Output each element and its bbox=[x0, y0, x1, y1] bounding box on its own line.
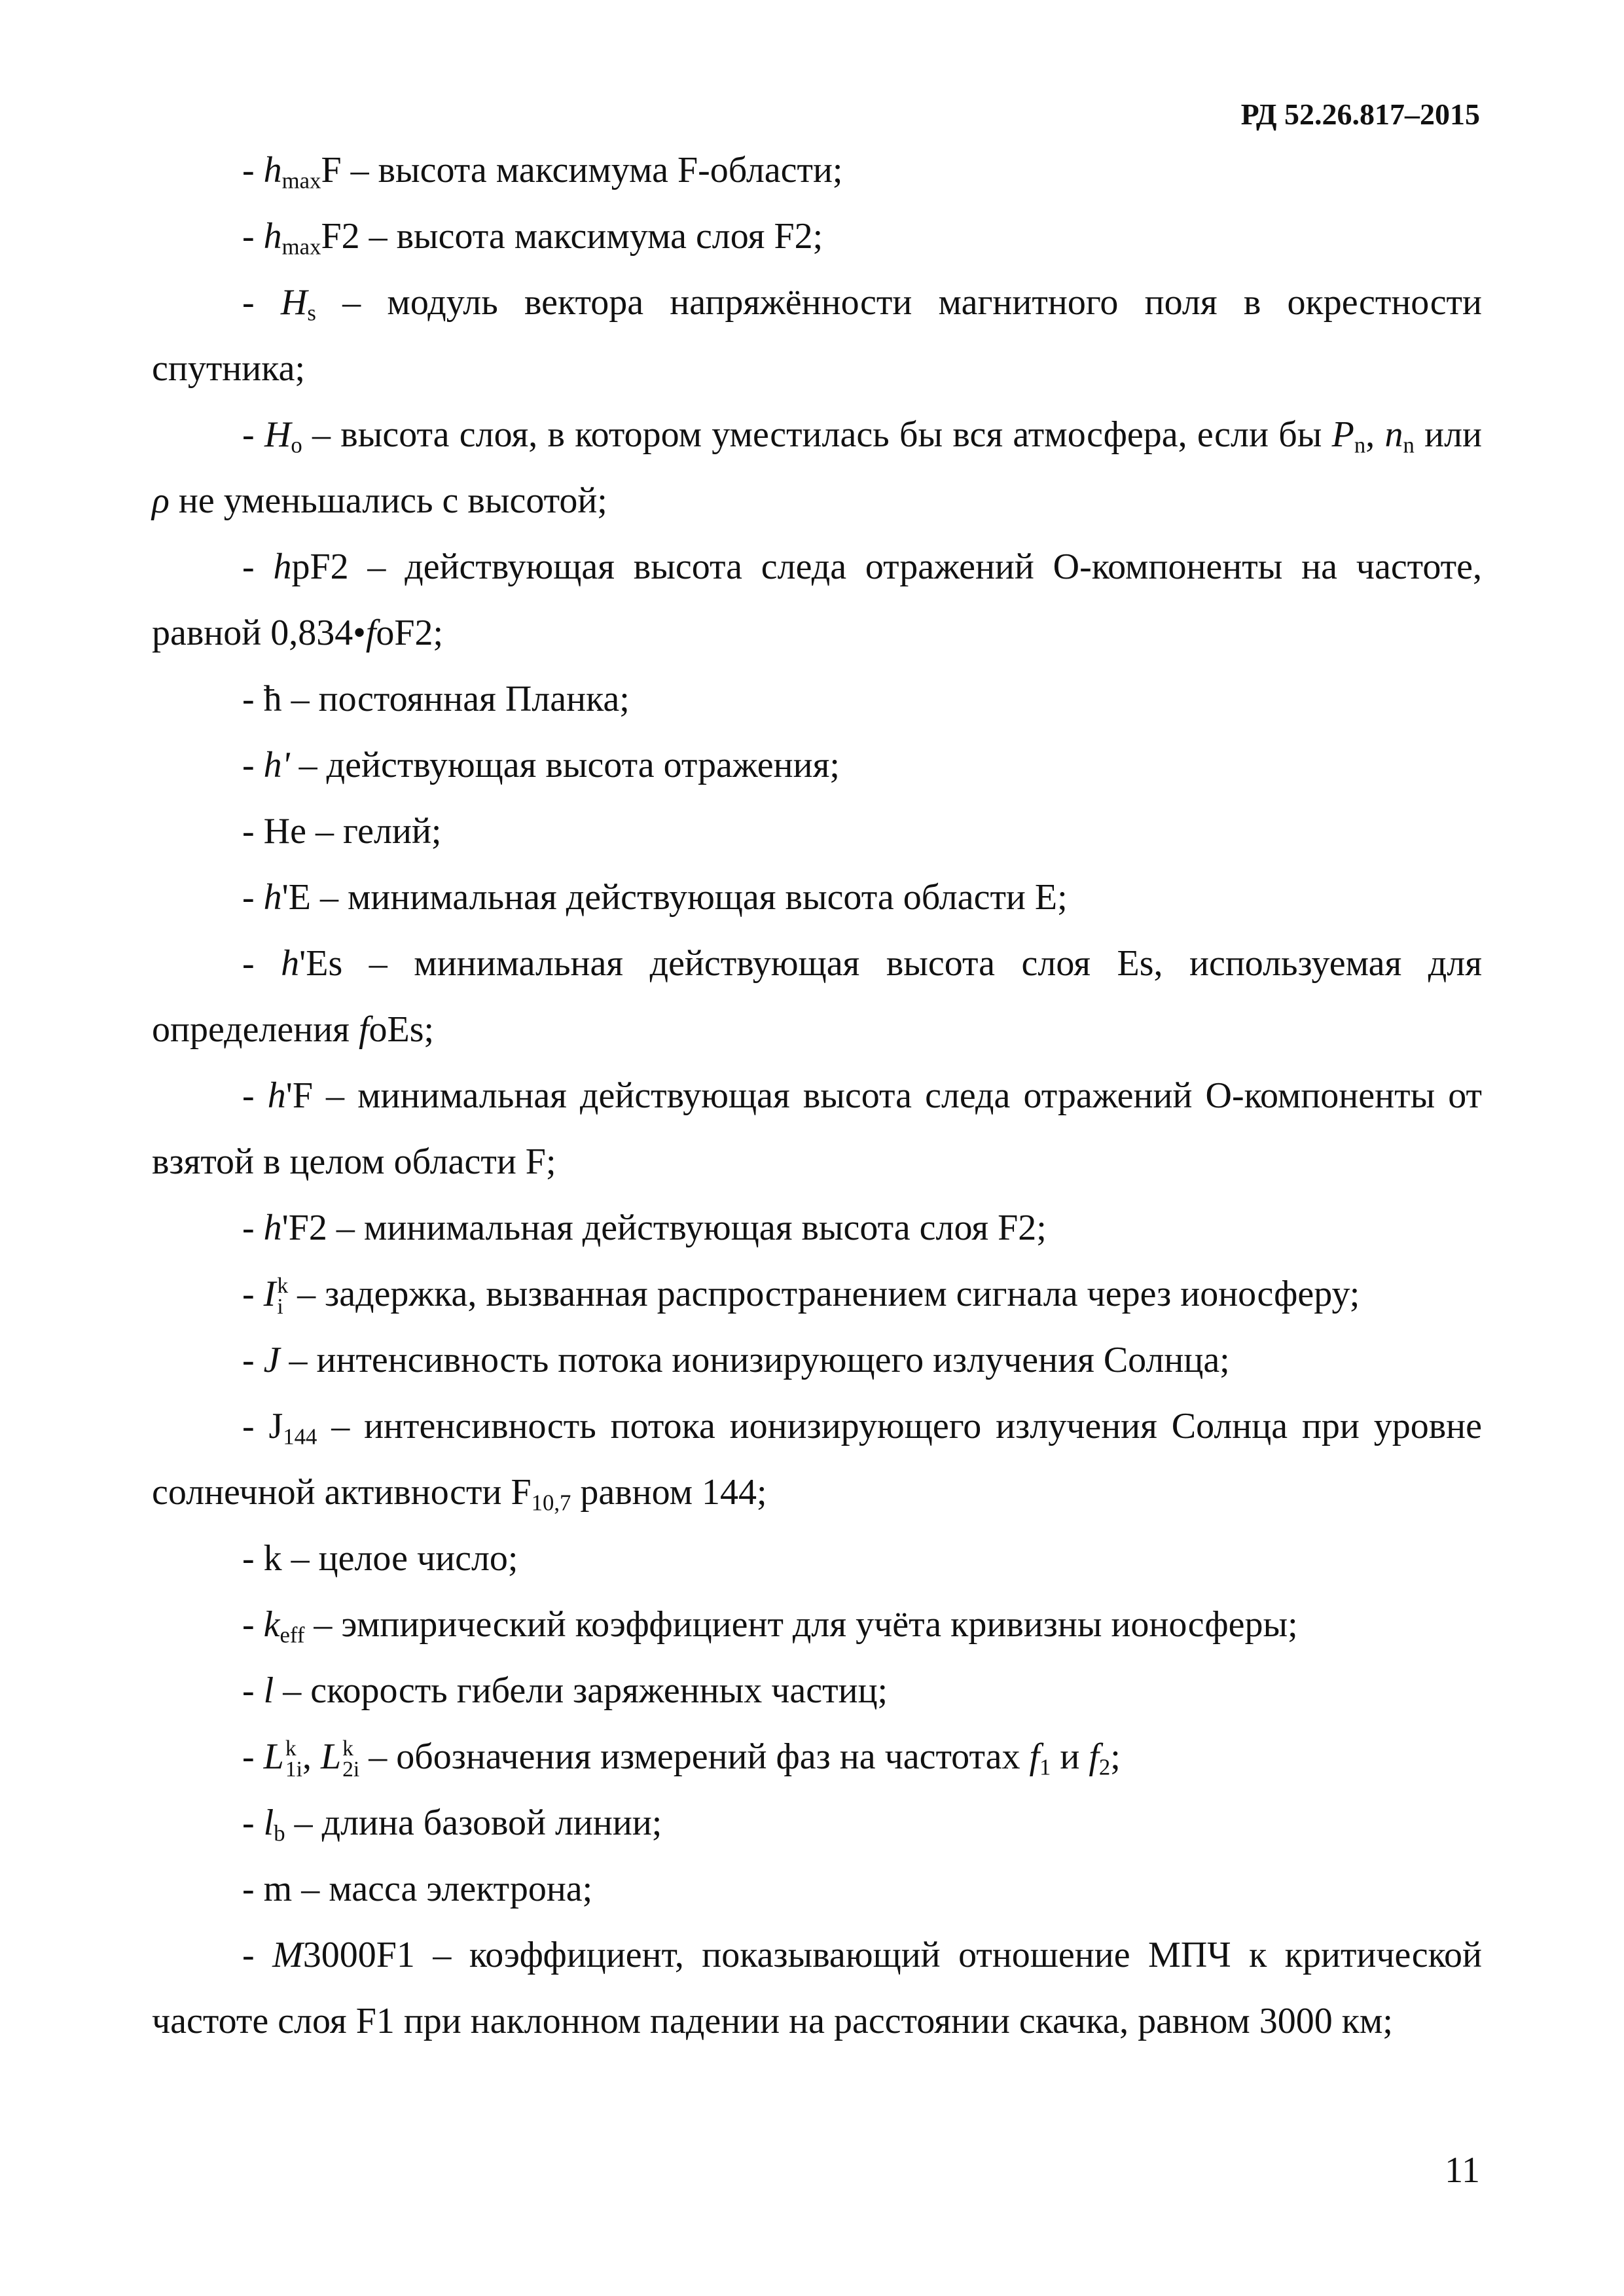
document-code: РД 52.26.817–2015 bbox=[1240, 98, 1480, 131]
list-item: - h'Es – минимальная действующая высота слоя Es, используемая для определения foEs; bbox=[152, 943, 1482, 1050]
list-item: - $H_s$ – модуль вектора напряжённости магнитного поля в окрестности спутника; bbox=[152, 282, 1482, 389]
list-item: - $h_{max}F2$ – высота максимума слоя F2; bbox=[242, 216, 823, 260]
list-item: - $k_{eff}$ – эмпирический коэффициент для учёта кривизны ионосферы; bbox=[242, 1604, 1298, 1648]
list-item: - k – целое число; bbox=[242, 1538, 518, 1579]
list-item: - $J_{144}$ – интенсивность потока ионизирующего излучения Солнца при уровне солнечной активности $F_{10,7}$ равном 144; bbox=[152, 1406, 1482, 1516]
list-item: - M3000F1 – коэффициент, показывающий отношение МПЧ к критической частоте слоя F1 при наклонном падении на расстоянии скачка, равном 3000 км; bbox=[152, 1935, 1482, 2041]
page-number: 11 bbox=[1445, 2150, 1480, 2191]
list-item: - h'E – минимальная действующая высота области E; bbox=[242, 877, 1068, 918]
list-item: - $h_{max}F$ – высота максимума F-области; bbox=[242, 150, 843, 194]
list-item: - ħ – постоянная Планка; bbox=[242, 679, 630, 719]
list-item: - $H_o$ – высота слоя, в котором уместилась бы вся атмосфера, если бы $P_n$, $n_n$ или ρ не уменьшались с высотой; bbox=[152, 414, 1483, 521]
list-item: - m – масса электрона; bbox=[242, 1869, 593, 1909]
list-item: - h' – действующая высота отражения; bbox=[242, 745, 840, 785]
list-item: - I k i – задержка, вызванная распространением сигнала через ионосферу; bbox=[242, 1274, 1360, 1319]
list-item: - J – интенсивность потока ионизирующего излучения Солнца; bbox=[242, 1340, 1230, 1380]
list-item: - h'F2 – минимальная действующая высота слоя F2; bbox=[242, 1208, 1047, 1248]
list-item: - He – гелий; bbox=[242, 811, 442, 852]
list-item: - h'F – минимальная действующая высота следа отражений О-компоненты от взятой в целом области F; bbox=[152, 1075, 1483, 1182]
symbol-list bbox=[152, 137, 1482, 2054]
list-item: - $l_b$ – длина базовой линии; bbox=[242, 1803, 662, 1846]
list-item: - hpF2 – действующая высота следа отражений О-компоненты на частоте, равной 0,834•foF2; bbox=[152, 547, 1482, 653]
list-item: - L k 1i , L k 2i – обозначения измерений фаз на частотах $f_1$ и $f_2$; bbox=[242, 1736, 1121, 1782]
list-item: - l – скорость гибели заряженных частиц; bbox=[242, 1670, 888, 1711]
